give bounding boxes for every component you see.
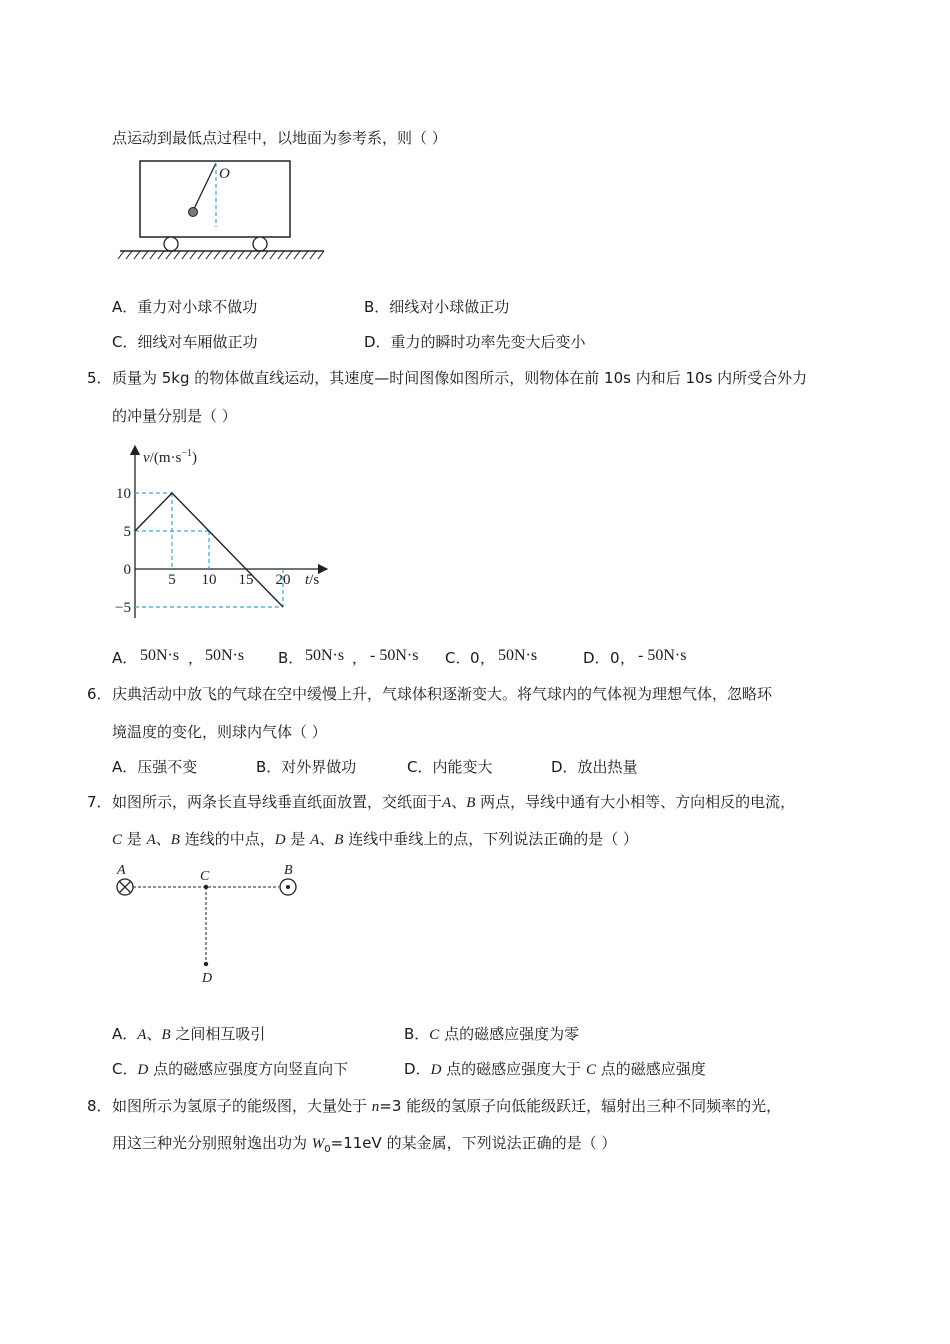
q6-line1: 庆典活动中放飞的气球在空中缓慢上升，气球体积逐渐变大。将气球内的气体视为理想气体，忽略环 (112, 685, 773, 703)
q5-number: 5． (87, 369, 112, 387)
q5-option-D-val2: - 50N·s (638, 647, 687, 664)
wheel-right (253, 237, 267, 251)
y-tick-label: 10 (116, 486, 131, 502)
q4-train-figure (112, 155, 332, 265)
x-axis-label: t/s (305, 572, 320, 588)
x-tick-label: 5 (168, 572, 176, 588)
point-D (204, 962, 208, 966)
label-C: C (200, 869, 210, 884)
q7-wires-figure (108, 858, 308, 988)
q7-option-A: A．A、B 之间相互吸引 (112, 1025, 266, 1043)
label-O: O (219, 166, 230, 182)
q6-line2: 境温度的变化，则球内气体（ ） (112, 723, 327, 741)
q7-line2: C 是 A、B 连线的中点，D 是 A、B 连线中垂线上的点，下列说法正确的是（ ） (112, 830, 638, 848)
q4-stem-tail: 点运动到最低点过程中，以地面为参考系，则（ ） (112, 129, 447, 147)
q6-option-C: C．内能变大 (407, 758, 493, 776)
y-tick-label: 0 (123, 562, 131, 578)
y-tick-label: 5 (123, 524, 131, 540)
q5-option-B-sep: ， (352, 649, 368, 667)
wheel-left (164, 237, 178, 251)
q7-option-C: C．D 点的磁感应强度方向竖直向下 (112, 1060, 349, 1078)
q5-option-C-val2: 50N·s (498, 647, 538, 664)
q5-option-B-val2: - 50N·s (370, 647, 419, 664)
q5-option-D-val1: 0 (610, 649, 620, 667)
q5-velocity-time-chart (105, 440, 335, 635)
q4-option-A: A．重力对小球不做功 (112, 298, 258, 316)
q5-option-C-sep: ， (480, 649, 496, 667)
point-C (204, 885, 208, 889)
q6-option-A: A．压强不变 (112, 758, 198, 776)
series-line (135, 493, 283, 607)
q5-option-A-sep: ， (188, 649, 204, 667)
q8-line2: 用这三种光分别照射逸出功为 $W_0=11eV$ 的某金属，下列说法正确的是（ ） (112, 1134, 617, 1155)
wire-into-page-icon (117, 879, 133, 895)
label-D: D (202, 971, 213, 986)
y-axis-label: $v/(m\cdot s^{-1})$ (143, 448, 197, 466)
q5-option-D-letter: D． (583, 649, 610, 667)
wire-out-of-page-icon (280, 879, 296, 895)
q8-line1: 如图所示为氢原子的能级图，大量处于 n=3 能级的氢原子向低能级跃迁，辐射出三种不同频率的光， (112, 1097, 782, 1115)
y-tick-label: −5 (115, 600, 131, 616)
q7-option-B: B．C 点的磁感应强度为零 (404, 1025, 580, 1043)
q8-number: 8． (87, 1097, 112, 1115)
q5-option-A-val1: 50N·s (140, 647, 180, 664)
q5-option-B-letter: B． (278, 649, 304, 667)
q5-option-C-val1: 0 (470, 649, 480, 667)
q5-line1: 质量为 5kg 的物体做直线运动，其速度—时间图像如图所示，则物体在前 10s 内和后 10s 内所受合外力 (112, 369, 808, 387)
q7-line1: 如图所示，两条长直导线垂直纸面放置，交纸面于A、B 两点，导线中通有大小相等、方向相反的电流， (112, 793, 796, 811)
ground-hatching (118, 251, 324, 259)
q7-option-D: D．D 点的磁感应强度大于 C 点的磁感应强度 (404, 1060, 706, 1078)
q4-option-C: C．细线对车厢做正功 (112, 333, 258, 351)
q5-option-A-val2: 50N·s (205, 647, 245, 664)
q4-option-B: B．细线对小球做正功 (364, 298, 510, 316)
carriage-box (140, 161, 290, 237)
x-tick-label: 20 (275, 572, 291, 588)
q4-option-D: D．重力的瞬时功率先变大后变小 (364, 333, 586, 351)
q5-option-C-letter: C． (445, 649, 471, 667)
q6-option-B: B．对外界做功 (256, 758, 357, 776)
q5-option-D-sep: ， (620, 649, 636, 667)
label-A: A (117, 863, 126, 878)
pendulum-ball (189, 208, 198, 217)
pendulum-string (193, 163, 216, 211)
q7-number: 7． (87, 793, 112, 811)
q6-number: 6． (87, 685, 112, 703)
label-B: B (284, 863, 293, 878)
x-tick-label: 15 (238, 572, 254, 588)
q5-line2: 的冲量分别是（ ） (112, 407, 237, 425)
q6-option-D: D．放出热量 (551, 758, 638, 776)
x-tick-label: 10 (201, 572, 217, 588)
q5-option-B-val1: 50N·s (305, 647, 345, 664)
q5-option-A-letter: A． (112, 649, 138, 667)
